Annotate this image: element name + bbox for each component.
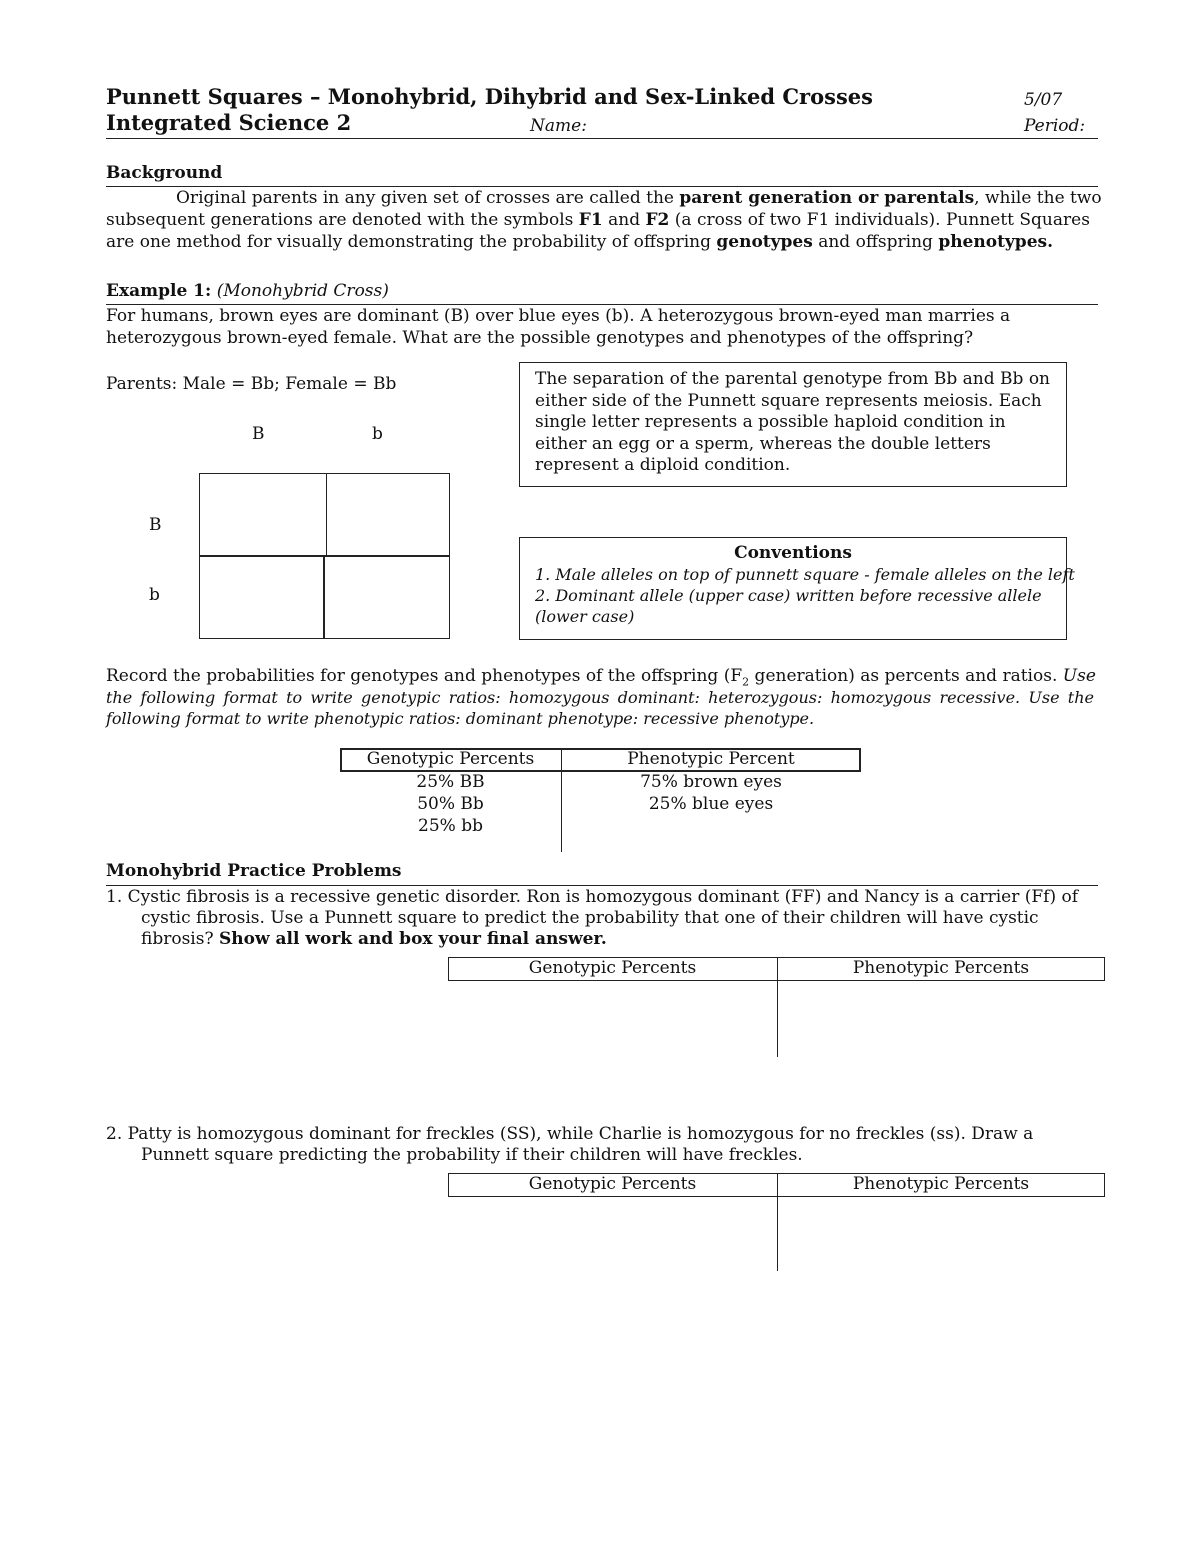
page-title: Punnett Squares – Monohybrid, Dihybrid and Sex-Linked Crosses bbox=[106, 84, 873, 109]
side-allele-1: B bbox=[149, 515, 162, 535]
record-line-3: following format to write phenotypic ratios: dominant phenotype: recessive phenotype. bbox=[106, 709, 815, 728]
name-label: Name: bbox=[530, 116, 587, 136]
top-allele-1: B bbox=[252, 424, 265, 444]
course-title: Integrated Science 2 bbox=[106, 110, 352, 135]
example1-line-1: For humans, brown eyes are dominant (B) over blue eyes (b). A heterozygous brown-eyed man marries a bbox=[106, 306, 1011, 326]
example-table-header-geno: Genotypic Percents bbox=[366, 749, 535, 769]
problem2-table-divider bbox=[777, 1173, 778, 1271]
problem1-header-pheno: Phenotypic Percents bbox=[852, 958, 1030, 978]
top-allele-2: b bbox=[372, 424, 383, 444]
geno-value: 25% BB bbox=[416, 772, 485, 792]
problem2-line-2: Punnett square predicting the probability if their children will have freckles. bbox=[141, 1145, 803, 1165]
convention-line: (lower case) bbox=[535, 607, 635, 626]
problem2-header-pheno: Phenotypic Percents bbox=[852, 1174, 1030, 1194]
info-line: either an egg or a sperm, whereas the double letters bbox=[535, 433, 991, 454]
punnett-divider-top bbox=[326, 473, 327, 556]
practice-heading: Monohybrid Practice Problems bbox=[106, 861, 402, 881]
geno-value: 50% Bb bbox=[417, 794, 484, 814]
convention-line: 1. Male alleles on top of punnett square - female alleles on the left bbox=[535, 565, 1075, 584]
header-date: 5/07 bbox=[1024, 90, 1063, 110]
info-line: single letter represents a possible haploid condition in bbox=[535, 412, 1006, 432]
pheno-value: 25% blue eyes bbox=[648, 794, 774, 814]
problem1-line-3: fibrosis? Show all work and box your final answer. bbox=[141, 929, 607, 949]
problem1-header-geno: Genotypic Percents bbox=[528, 958, 697, 978]
pheno-value: 75% brown eyes bbox=[640, 772, 782, 792]
geno-value: 25% bb bbox=[418, 816, 483, 836]
parents-text: Parents: Male = Bb; Female = Bb bbox=[106, 374, 397, 394]
background-line-2: subsequent generations are denoted with the symbols F1 and F2 (a cross of two F1 individuals). Punnett Squares bbox=[106, 210, 1090, 230]
problem2-line-1: 2. Patty is homozygous dominant for freckles (SS), while Charlie is homozygous for no freckles (ss). Draw a bbox=[106, 1124, 1034, 1144]
info-line: The separation of the parental genotype from Bb and Bb on bbox=[535, 369, 1051, 389]
problem1-line-2: cystic fibrosis. Use a Punnett square to predict the probability that one of their children will have cystic bbox=[141, 908, 1039, 928]
record-line-1: Record the probabilities for genotypes and phenotypes of the offspring ($F_2$ generation) as percents and ratios. Use bbox=[106, 666, 1096, 689]
convention-line: 2. Dominant allele (upper case) written before recessive allele bbox=[535, 586, 1042, 605]
period-label: Period: bbox=[1024, 116, 1086, 136]
info-line: represent a diploid condition. bbox=[535, 455, 791, 475]
background-line-3: are one method for visually demonstrating the probability of offspring genotypes and offspring phenotypes. bbox=[106, 232, 1053, 252]
example1-line-2: heterozygous brown-eyed female. What are the possible genotypes and phenotypes of the offspring? bbox=[106, 328, 974, 348]
conventions-box bbox=[519, 537, 1075, 640]
record-line-2: the following format to write genotypic ratios: homozygous dominant: heterozygous: homozygous recessive. Use the bbox=[106, 688, 1094, 707]
problem1-table-divider bbox=[777, 957, 778, 1057]
side-allele-2: b bbox=[149, 585, 160, 605]
example-table-header-pheno: Phenotypic Percent bbox=[627, 749, 795, 769]
conventions-title: Conventions bbox=[734, 543, 852, 563]
info-line: either side of the Punnett square represents meiosis. Each bbox=[535, 390, 1042, 411]
header-rule bbox=[106, 138, 1098, 139]
problem1-line-1: 1. Cystic fibrosis is a recessive genetic disorder. Ron is homozygous dominant (FF) and Nancy is a carrier (Ff) of bbox=[106, 887, 1079, 907]
background-line-1: Original parents in any given set of crosses are called the parent generation or parentals, while the two bbox=[176, 188, 1102, 208]
meiosis-info-box bbox=[519, 362, 1067, 487]
background-heading: Background bbox=[106, 163, 223, 183]
punnett-divider-bottom bbox=[323, 556, 325, 639]
punnett-divider-horizontal bbox=[199, 555, 450, 557]
problem2-header-geno: Genotypic Percents bbox=[528, 1174, 697, 1194]
example1-heading: Example 1: (Monohybrid Cross) bbox=[106, 281, 389, 301]
